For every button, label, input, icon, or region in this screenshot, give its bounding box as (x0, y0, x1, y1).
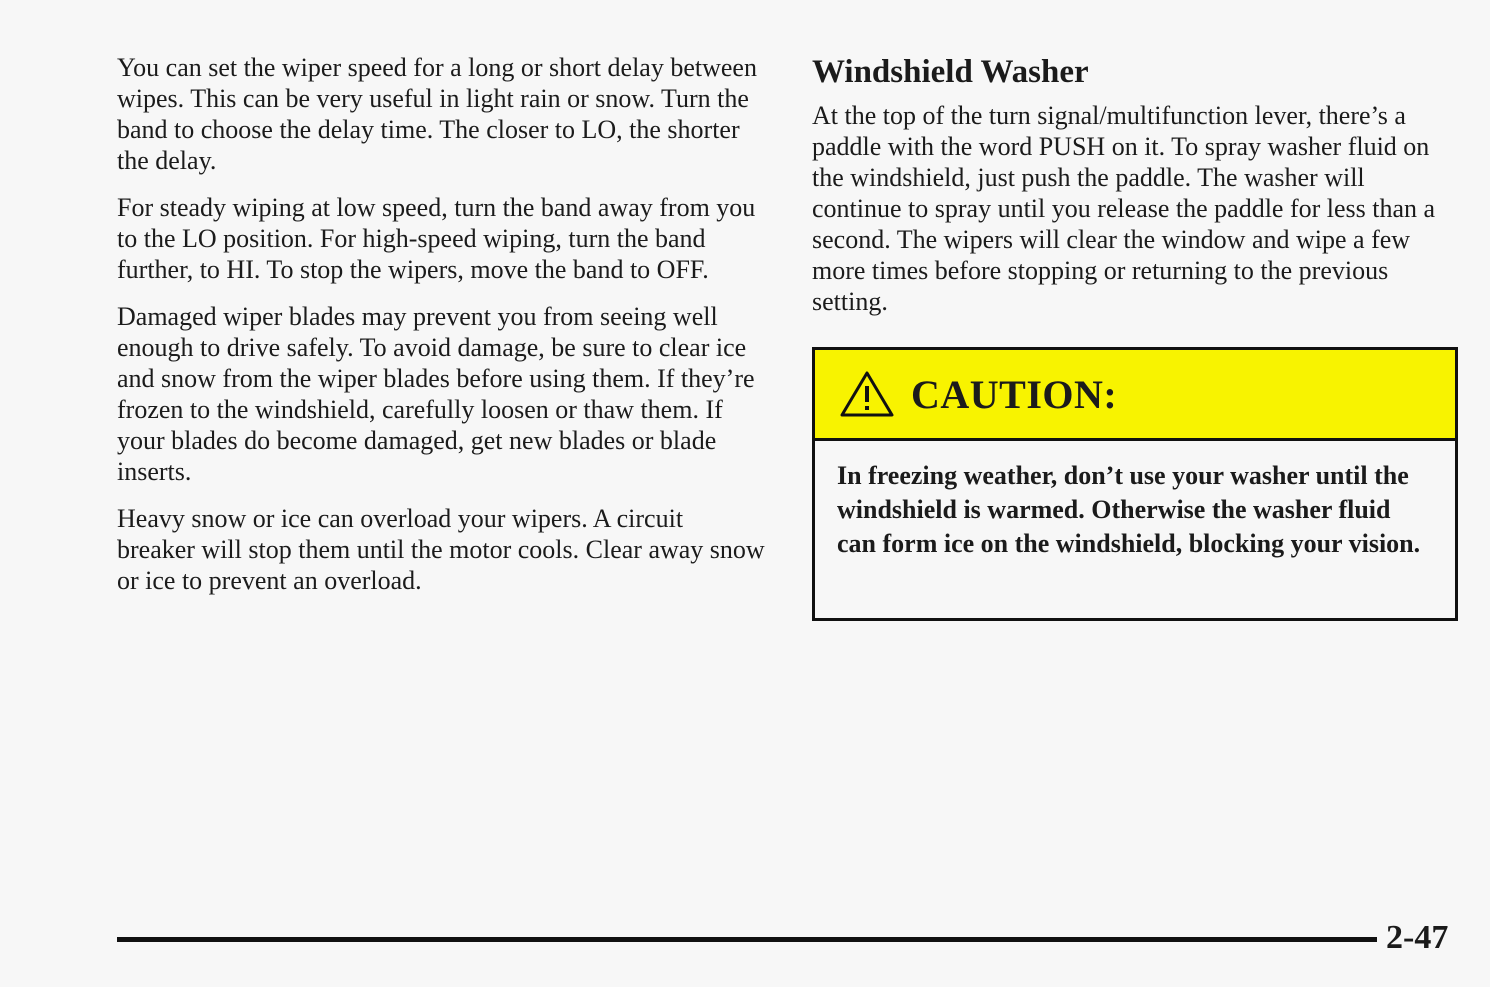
footer-rule (117, 937, 1377, 942)
left-column (117, 52, 767, 612)
section-title: Windshield Washer (812, 54, 1089, 90)
paragraph-wiper-delay: You can set the wiper speed for a long or short delay between wipes. This can be very useful in light rain or snow. Turn the band to choose the delay time. The closer to LO, the shorter the delay. (117, 53, 757, 175)
warning-triangle-icon (839, 370, 895, 418)
paragraph-damaged-blades: Damaged wiper blades may prevent you from seeing well enough to drive safely. To avoid damage, be sure to clear ice and snow from the wiper blades before using them. If they’re frozen to the windshield, carefully loosen or thaw them. If your blades do become damaged, get new blades or blade inserts. (117, 302, 755, 486)
paragraph-washer: At the top of the turn signal/multifunction lever, there’s a paddle with the word PUSH on it. To spray washer fluid on the windshield, just push the paddle. The washer will continue to spray until you release the paddle for less than a second. The wipers will clear the window and wipe a few more times before stopping or returning to the previous setting. (812, 101, 1436, 316)
right-column (812, 52, 1452, 317)
caution-header (815, 350, 1455, 441)
paragraph-overload: Heavy snow or ice can overload your wipers. A circuit breaker will stop them until the motor cools. Clear away snow or ice to prevent an overload. (117, 504, 765, 595)
caution-title: CAUTION: (911, 371, 1118, 417)
page-number: 2-47 (1386, 919, 1449, 956)
caution-body: In freezing weather, don’t use your washer until the windshield is warmed. Otherwise the washer fluid can form ice on the windshield, blocking your vision. (837, 461, 1421, 558)
caution-box (812, 347, 1458, 621)
paragraph-steady-wiping: For steady wiping at low speed, turn the band away from you to the LO position. For high-speed wiping, turn the band further, to HI. To stop the wipers, move the band to OFF. (117, 193, 756, 284)
